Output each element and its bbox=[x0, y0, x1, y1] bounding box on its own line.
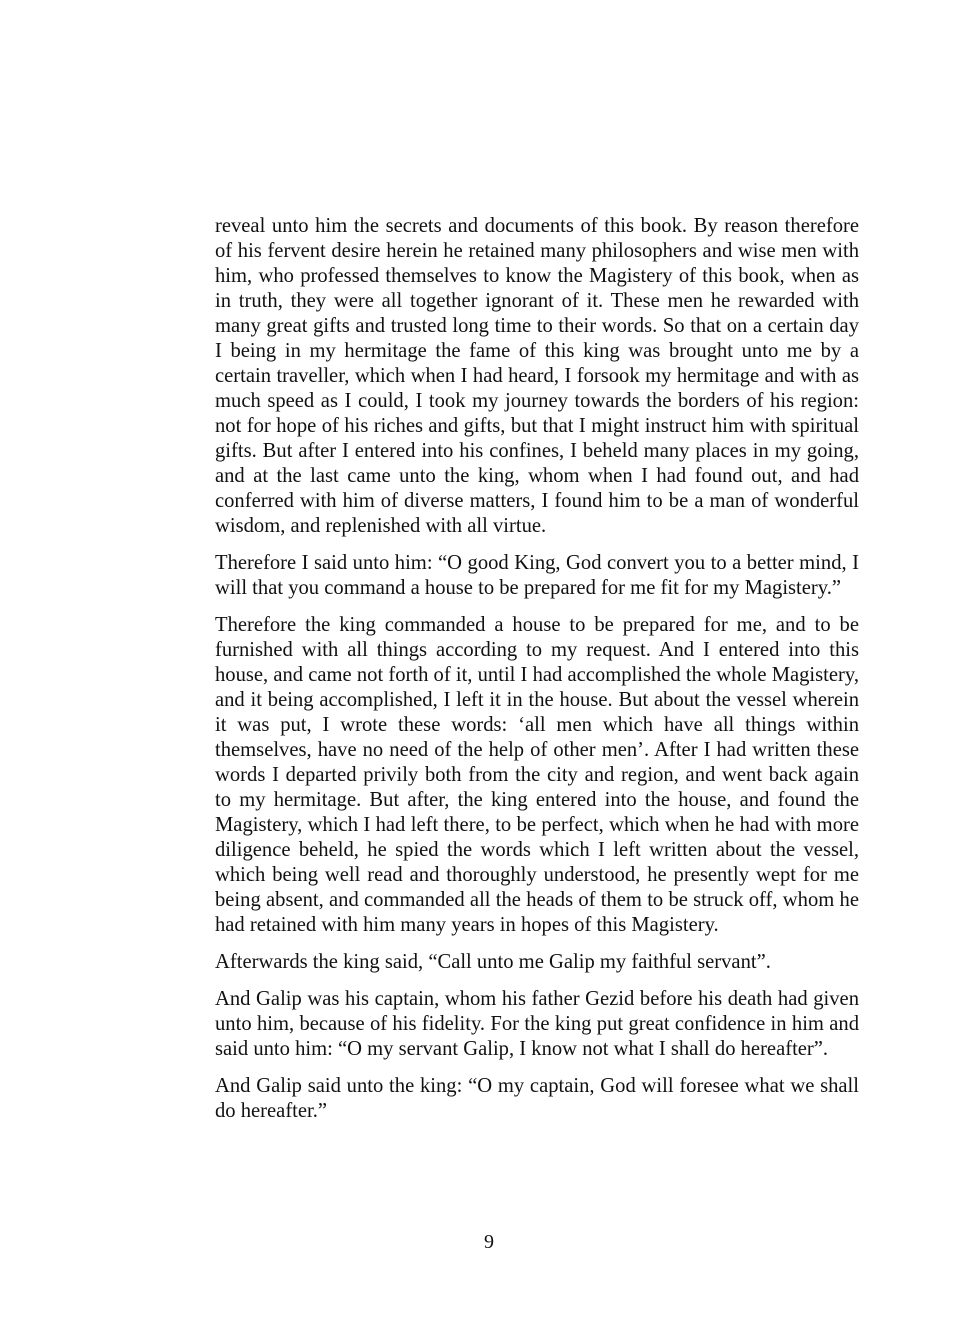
paragraph-1: reveal unto him the secrets and documents of this book. By reason therefore of his fervent desire herein he retained many philosophers and wise men with him, who professed themselves to know the Magistery of this book, when as in truth, they were all together ignorant of it. These men he rewarded with many great gifts and trusted long time to their words. So that on a certain day I being in my hermitage the fame of this king was brought unto me by a certain traveller, which when I had heard, I forsook my hermitage and with as much speed as I could, I took my journey towards the borders of his region: not for hope of his riches and gifts, but that I might instruct him with spiritual gifts. But after I entered into his confines, I beheld many places in my going, and at the last came unto the king, whom when I had found out, and had conferred with him of diverse matters, I found him to be a man of wonderful wisdom, and replenished with all virtue. bbox=[215, 215, 859, 537]
paragraph-6: And Galip said unto the king: “O my captain, God will foresee what we shall do hereafter.” bbox=[215, 1075, 859, 1122]
page-number: 9 bbox=[484, 1231, 494, 1253]
body-text bbox=[215, 214, 859, 1136]
paragraph-2: Therefore I said unto him: “O good King, God convert you to a better mind, I will that you command a house to be prepared for me fit for my Magistery.” bbox=[215, 552, 859, 599]
paragraph-4: Afterwards the king said, “Call unto me Galip my faithful servant”. bbox=[215, 951, 771, 973]
paragraph-5: And Galip was his captain, whom his father Gezid before his death had given unto him, because of his fidelity. For the king put great confidence in him and said unto him: “O my servant Galip, I know not what I shall do hereafter”. bbox=[215, 988, 859, 1060]
paragraph-3: Therefore the king commanded a house to be prepared for me, and to be furnished with all things according to my request. And I entered into this house, and came not forth of it, until I had accomplished the whole Magistery, and it being accomplished, I left it in the house. But about the vessel wherein it was put, I wrote these words: ‘all men which have all things within themselves, have no need of the help of other men’. After I had written these words I departed privily both from the city and region, and went back again to my hermitage. But after, the king entered into the house, and found the Magistery, which I had left there, to be perfect, which when he had with more diligence beheld, he spied the words which I left written about the vessel, which being well read and thoroughly understood, he presently wept for me being absent, and commanded all the heads of them to be struck off, whom he had retained with him many years in hopes of this Magistery. bbox=[215, 614, 859, 936]
